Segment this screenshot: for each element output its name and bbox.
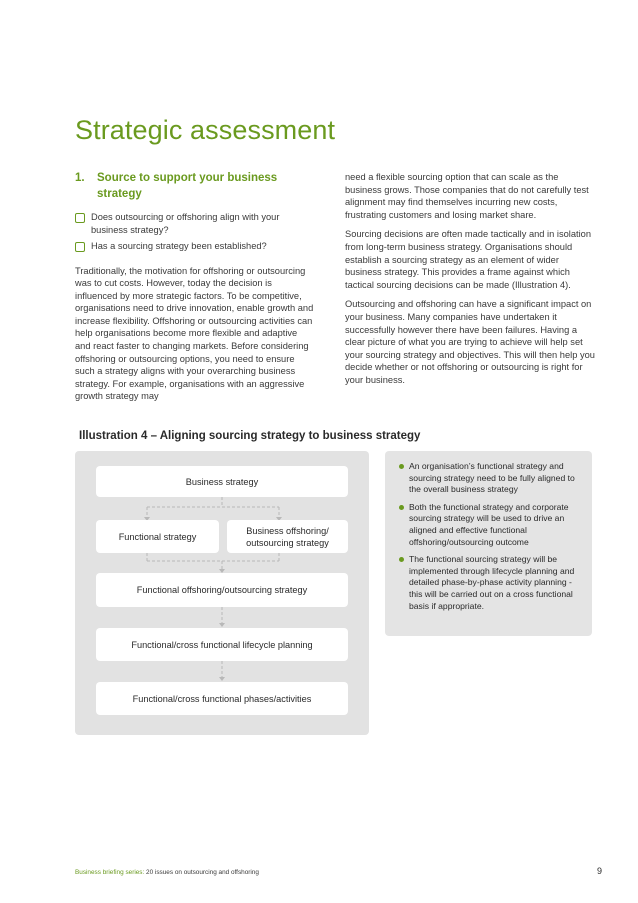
page-title: Strategic assessment xyxy=(75,115,336,145)
note-item xyxy=(399,461,582,496)
checklist-item-text: Does outsourcing or offshoring align with your business strategy? xyxy=(91,212,280,235)
arrow-head-icon xyxy=(219,623,225,627)
note-text: The functional sourcing strategy will be implemented through lifecycle planning and detailed phase-by-phase activity planning - this will be carried out on a cross functional basis if appropriate. xyxy=(409,554,575,611)
node-functional-strategy: Functional strategy xyxy=(96,520,219,553)
checkbox-icon xyxy=(75,213,85,223)
checklist-item xyxy=(75,211,315,236)
node-functional-offshoring-strategy: Functional offshoring/outsourcing strategy xyxy=(96,573,348,607)
section-number: 1. xyxy=(75,172,85,184)
note-text: An organisation’s functional strategy and sourcing strategy need to be fully aligned to the overall business strategy xyxy=(409,461,575,495)
checkbox-icon xyxy=(75,242,85,252)
note-text: Both the functional strategy and corporate sourcing strategy will be used to drive an aligned and effective functional offshoring/outsourcing outcome xyxy=(409,501,569,547)
illustration-title: Illustration 4 – Aligning sourcing strategy to business strategy xyxy=(79,430,421,442)
note-item xyxy=(399,554,582,612)
body-paragraph: Sourcing decisions are often made tactically and in isolation from long-term business strategy. Organisations should establish a sourcing strategy as an element of wider business strategy. This provides a frame against which tactical sourcing decisions can be made (Illustration 4). xyxy=(345,229,591,290)
illustration-notes xyxy=(385,451,592,636)
section-heading xyxy=(75,171,315,202)
arrow-head-icon xyxy=(219,677,225,681)
note-item xyxy=(399,502,582,548)
footer-publication-title: 20 issues on outsourcing and offshoring xyxy=(146,869,259,876)
footer-series xyxy=(75,869,259,876)
page-number: 9 xyxy=(597,866,603,876)
footer-series-label: Business briefing series: xyxy=(75,869,145,876)
body-paragraph: need a flexible sourcing option that can scale as the business grows. Those companies that do not carefully test alignment may find themselves incurring new costs, frustrating customers and losing market share. xyxy=(345,172,589,220)
node-lifecycle-planning: Functional/cross functional lifecycle planning xyxy=(96,628,348,661)
section-heading-text: Source to support your business strategy xyxy=(97,172,278,200)
right-column xyxy=(345,171,597,394)
checklist-item-text: Has a sourcing strategy been established? xyxy=(91,241,267,251)
checklist xyxy=(75,211,315,253)
node-business-strategy: Business strategy xyxy=(96,466,348,497)
bullet-icon xyxy=(399,557,404,562)
bullet-icon xyxy=(399,464,404,469)
node-business-offshoring-strategy: Business offshoring/ outsourcing strategy xyxy=(227,520,348,553)
body-paragraph: Outsourcing and offshoring can have a significant impact on your business. Many companies have undertaken it successfully however there have been failures. Having a clear picture of what you are trying to achieve will help set your sourcing strategy and objectives. This will then help you decide whether or not offshoring or outsourcing is right for your business. xyxy=(345,299,595,385)
bullet-icon xyxy=(399,505,404,510)
strategy-diagram xyxy=(75,451,369,735)
checklist-item xyxy=(75,240,315,253)
node-phases-activities: Functional/cross functional phases/activities xyxy=(96,682,348,715)
body-paragraph: Traditionally, the motivation for offshoring or outsourcing was to cut costs. However, today the decision is influenced by more strategic factors. To be competitive, organisations need to drive innovation, enable growth and increase flexibility. Offshoring or outsourcing activities can help organisations become more flexible and adaptive and react faster to changing markets. Before considering offshoring or outsourcing options, you need to ensure such a strategy aligns with your overarching business strategy. For example, organisations with an aggressive growth strategy may xyxy=(75,265,314,402)
left-column xyxy=(75,171,315,410)
